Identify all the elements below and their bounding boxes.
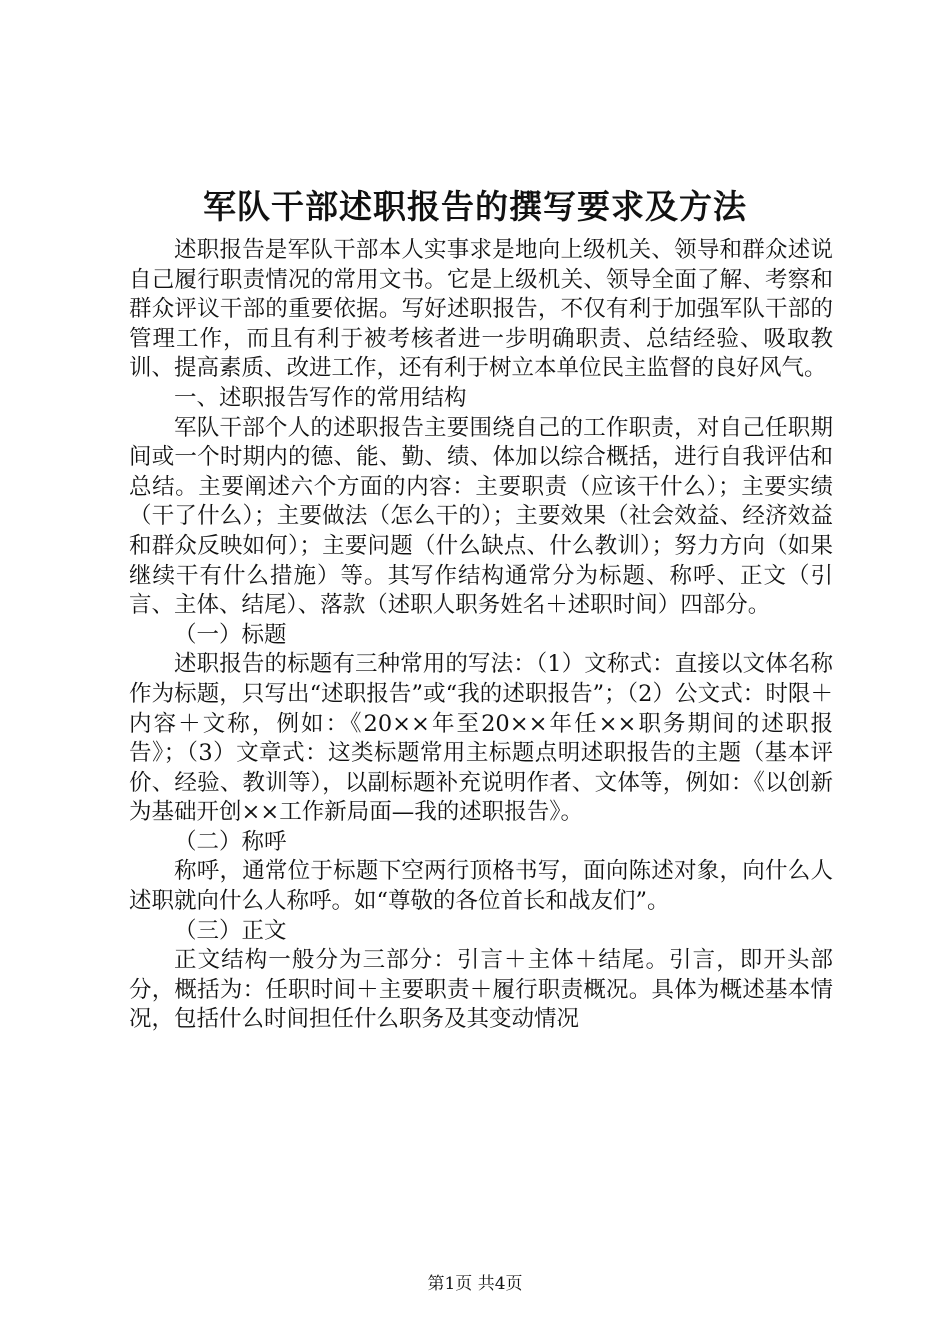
- page-indicator: 第1页 共4页: [427, 1274, 523, 1294]
- paragraph-salutation: 称呼，通常位于标题下空两行顶格书写，面向陈述对象，向什么人述职就向什么人称呼。如“尊敬的各位首长和战友们”。: [129, 858, 833, 915]
- paragraph-title: 述职报告的标题有三种常用的写法：（1）文称式：直接以文体名称作为标题，只写出“述职报告”或“我的述职报告”；（2）公文式：时限＋内容＋文称，例如：《20××年至20××年任××职务期间的述职报告》；（3）文章式：这类标题常用主标题点明述职报告的主题（基本评价、经验、教训等），以副标题补充说明作者、文体等，例如：《以创新为基础开创××工作新局面—我的述职报告》。: [129, 651, 833, 826]
- document-title: 军队干部述职报告的撰写要求及方法: [203, 187, 747, 226]
- subheading-salutation: （二）称呼: [174, 828, 287, 855]
- paragraph-main-text: 正文结构一般分为三部分：引言＋主体＋结尾。引言，即开头部分，概括为：任职时间＋主要职责＋履行职责概况。具体为概述基本情况，包括什么时间担任什么职务及其变动情况: [129, 947, 833, 1033]
- subheading-title: （一）标题: [174, 621, 287, 648]
- paragraph-structure: 军队干部个人的述职报告主要围绕自己的工作职责，对自己任职期间或一个时期内的德、能、勤、绩、体加以综合概括，进行自我评估和总结。主要阐述六个方面的内容：主要职责（应该干什么）；主要实绩（干了什么）；主要做法（怎么干的）；主要效果（社会效益、经济效益和群众反映如何）；主要问题（什么缺点、什么教训）；努力方向（如果继续干有什么措施）等。其写作结构通常分为标题、称呼、正文（引言、主体、结尾）、落款（述职人职务姓名＋述职时间）四部分。: [129, 414, 833, 619]
- subheading-main-text: （三）正文: [174, 917, 287, 944]
- paragraph-intro: 述职报告是军队干部本人实事求是地向上级机关、领导和群众述说自己履行职责情况的常用文书。它是上级机关、领导全面了解、考察和群众评议干部的重要依据。写好述职报告，不仅有利于加强军队干部的管理工作，而且有利于被考核者进一步明确职责、总结经验、吸取教训、提高素质、改进工作，还有利于树立本单位民主监督的良好风气。: [129, 237, 833, 382]
- section-heading-structure: 一、述职报告写作的常用结构: [174, 384, 467, 411]
- document-body: [129, 236, 833, 1035]
